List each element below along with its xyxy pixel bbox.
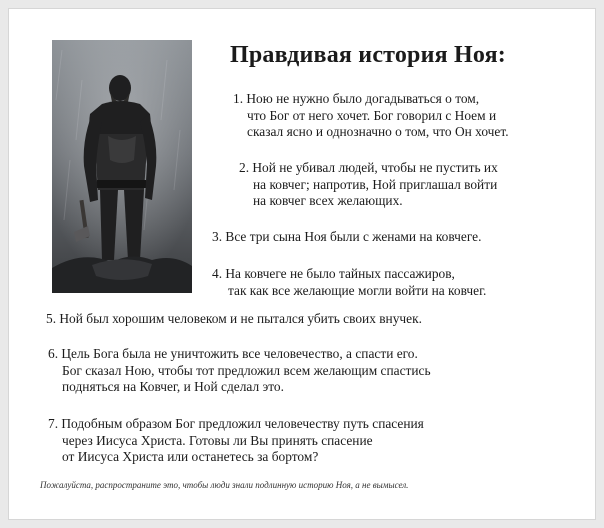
point-6-line-2: Бог сказал Ною, чтобы тот предложил всем желающим спастись [62,362,431,378]
point-7-line-1: 7. Подобным образом Бог предложил человечеству путь спасения [48,416,424,431]
point-4-line-2: так как все желающие могли войти на ковчег. [228,282,487,298]
point-6-line-1: 6. Цель Бога была не уничтожить все человечество, а спасти его. [48,346,418,361]
footer-note: Пожалуйста, распространите это, чтобы люди знали подлинную историю Ноя, а не вымысел. [40,480,409,490]
point-4-line-1: 4. На ковчеге не было тайных пассажиров, [212,266,455,281]
point-3-line-1: 3. Все три сына Ноя были с женами на ковчеге. [212,229,482,244]
point-7 [48,416,424,466]
noah-figure-illustration [52,40,192,293]
point-6-line-3: подняться на Ковчег, и Ной сделал это. [62,379,284,394]
point-2-line-1: 2. Ной не убивал людей, чтобы не пустить их [239,160,498,175]
point-1-line-3: сказал ясно и однозначно о том, что Он хочет. [247,124,509,139]
noah-photo [52,40,192,293]
point-1-line-2: что Бог от него хочет. Бог говорил с Ноем и [247,107,497,123]
point-7-line-2: через Иисуса Христа. Готовы ли Вы принять спасение [62,432,373,448]
point-6 [48,346,431,396]
point-2 [239,160,498,210]
point-1-line-1: 1. Ною не нужно было догадываться о том, [233,91,480,106]
point-1 [233,91,509,141]
point-2-line-3: на ковчег всех желающих. [253,193,403,208]
point-3 [212,229,481,246]
page-title: Правдивая история Ноя: [230,42,506,68]
point-4 [212,266,486,299]
point-7-line-3: от Иисуса Христа или останетесь за бортом? [62,449,319,464]
point-5-line-1: 5. Ной был хорошим человеком и не пытался убить своих внучек. [46,311,422,326]
point-5 [46,311,422,328]
point-2-line-2: на ковчег; напротив, Ной приглашал войти [253,176,498,192]
